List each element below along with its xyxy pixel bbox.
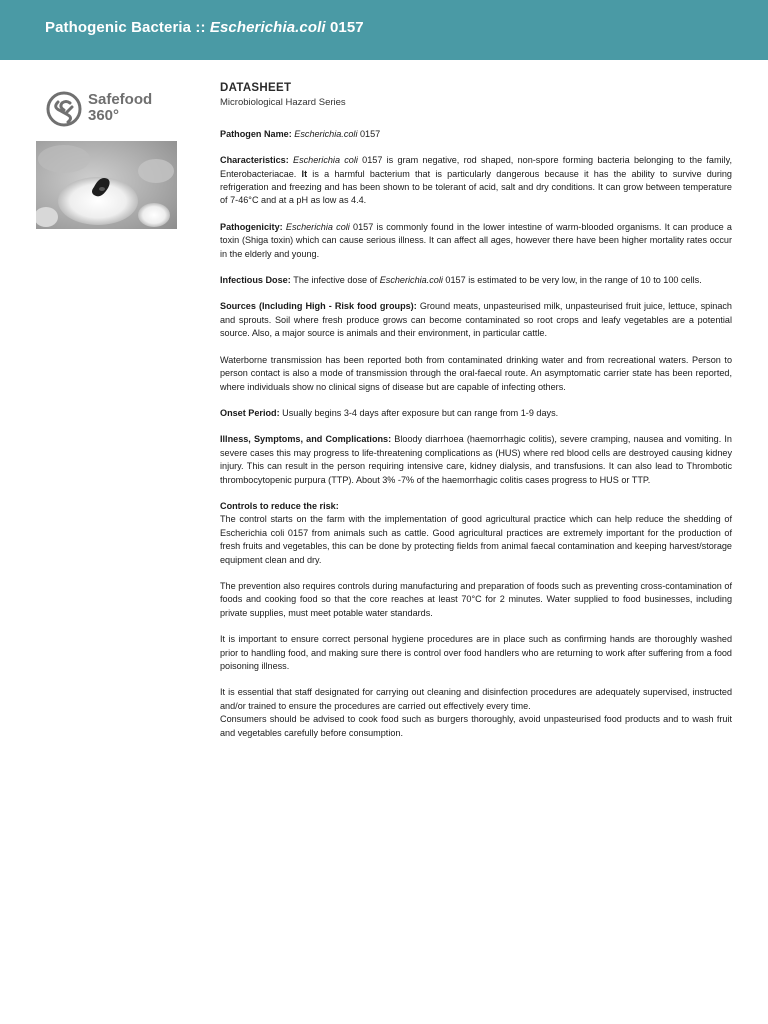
onset-text: Usually begins 3-4 days after exposure but can range from 1-9 days. (282, 407, 559, 418)
datasheet-content (220, 82, 732, 740)
onset-section (220, 407, 732, 420)
characteristics-section (220, 154, 732, 208)
logo-text (88, 92, 152, 124)
header-bar (0, 0, 768, 60)
characteristics-organism: Escherichia coli (293, 155, 358, 166)
logo-line2: 360° (88, 107, 120, 124)
controls-paragraph-5: Consumers should be advised to cook food such as burgers thoroughly, avoid unpasteurised food products and to wash fruit and vegetables carefully before consumption. (220, 714, 732, 738)
characteristics-label: Characteristics: (220, 155, 293, 166)
infectious-dose-text2: 0157 is estimated to be very low, in the range of 10 to 100 cells. (442, 275, 702, 286)
pathogenicity-label: Pathogenicity: (220, 221, 286, 232)
pathogenicity-text: 0157 is commonly found in the lower intestine of warm-blooded organisms. It can produce a toxin (Shiga toxin) which can cause serious illness. It can affect all ages, however there have been higher mortality rates occur in the elderly and young. (220, 221, 732, 259)
page-title (45, 19, 364, 36)
title-organism: Escherichia.coli (209, 19, 326, 36)
controls-final (220, 686, 732, 740)
sources-text: Ground meats, unpasteurised milk, unpasteurised fruit juice, lettuce, spinach and sprouts. Soil where fresh produce grows can become contaminated so root crops and leafy vegetables are a potential source. Also, a major source is animals and their environment, in particular cattle. (220, 301, 732, 339)
controls-paragraph-4: It is essential that staff designated for carrying out cleaning and disinfection procedures are adequately supervised, instructed and/or trained to ensure the procedures are carried out effectively every time. (220, 687, 732, 711)
pathogenicity-section (220, 221, 732, 261)
title-prefix: Pathogenic Bacteria :: (45, 19, 210, 36)
sources-section (220, 300, 732, 340)
pathogenicity-organism: Escherichia coli (285, 221, 350, 232)
bacteria-micrograph (36, 141, 177, 229)
pathogen-name (220, 128, 732, 141)
pathogen-name-organism: Escherichia.coli (294, 128, 358, 139)
micrograph-image (36, 141, 177, 229)
pathogen-name-label: Pathogen Name: (220, 128, 295, 139)
illness-label: Illness, Symptoms, and Complications: (220, 434, 395, 445)
sources-label: Sources (Including High - Risk food groups): (220, 301, 420, 312)
datasheet-title: DATASHEET (220, 82, 292, 94)
controls-label: Controls to reduce the risk: (220, 500, 339, 511)
controls-paragraph-1: The control starts on the farm with the implementation of good agricultural practice which can help reduce the shedding of Escherichia coli 0157 from animals such as cattle. Good agricultural practices are extremely important for the production of fresh fruits and vegetables, this can be done by protecting fields from animal faecal contamination and keeping harvest/storage equipment clean and dry. (220, 514, 732, 565)
controls-paragraph-3: It is important to ensure correct personal hygiene procedures are in place such as confirming hands are thoroughly washed prior to handling food, and making sure there is control over food handlers who are returning to work after suffering from a food poisoning illness. (220, 634, 732, 671)
infectious-dose-text1: The infective dose of (293, 275, 380, 286)
infectious-dose-organism: Escherichia.coli (379, 275, 443, 286)
logo-mark-icon (46, 91, 82, 127)
datasheet-subtitle: Microbiological Hazard Series (220, 97, 346, 109)
controls-section (220, 500, 732, 567)
title-suffix: 0157 (325, 19, 364, 36)
illness-section (220, 433, 732, 487)
safefood-logo (46, 90, 176, 130)
characteristics-text2: is a harmful bacterium that is particularly dangerous because it has the ability to survive during refrigeration and freezing and has been shown to be tolerant of acid, salt and dry conditions. It can grow between temperature of 7-46°C and at a pH as low as 4.4. (220, 168, 732, 206)
characteristics-text: 0157 is gram negative, rod shaped, non-spore forming bacteria belonging to the family, Enterobacteriacae. (220, 155, 732, 179)
pathogen-name-strain: 0157 (357, 128, 381, 139)
illness-text: Bloody diarrhoea (haemorrhagic colitis), severe cramping, nausea and vomiting. In severe cases this may progress to life-threatening complications as (HUS) where red blood cells are destroyed causing kidney injury. This can result in the person requiring intensive care, kidney dialysis, and transfusions. It can also lead to Thrombotic thrombocytopenic purpura (TTP). About 3% -7% of the haemorrhagic colitis cases progress to HUS or TTP. (220, 434, 732, 485)
logo-line1: Safefood (88, 91, 153, 108)
controls-paragraph-2: The prevention also requires controls during manufacturing and preparation of foods such as preventing cross-contamination of foods and cooking food so that the core reaches at least 70°C for 2 minutes. Water supplied to food businesses, including private supplies, must meet potable water standards. (220, 580, 732, 618)
characteristics-bold: It (301, 168, 308, 179)
waterborne-section: Waterborne transmission has been reported both from contaminated drinking water and from recreational waters. Person to person contact is also a mode of transmission through the oral-faecal route. An asymptomatic carrier state has been reported, where individuals show no clinical signs of disease but are capable of infecting others. (220, 354, 732, 392)
infectious-dose-section (220, 274, 732, 287)
onset-label: Onset Period: (220, 407, 283, 418)
infectious-dose-label: Infectious Dose: (220, 275, 294, 286)
